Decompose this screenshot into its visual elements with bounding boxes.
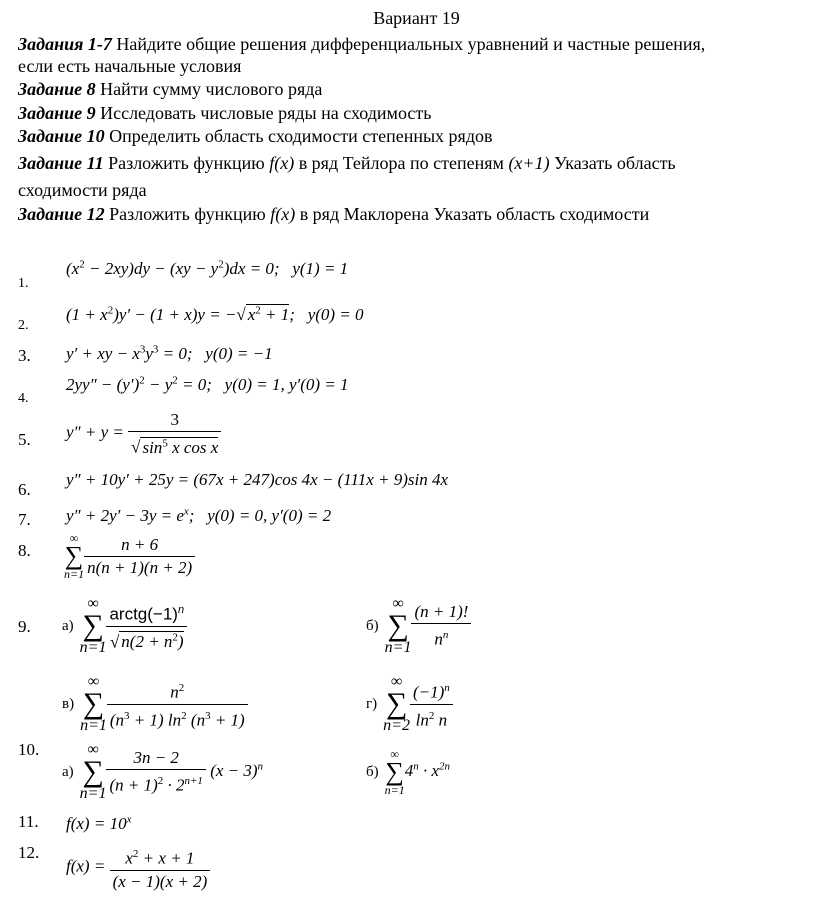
task-11-function: f(x) xyxy=(269,153,295,173)
problem-8-numerator: n + 6 xyxy=(84,534,195,557)
problem-9g-label: г) xyxy=(366,695,378,712)
task-11-text-a: Разложить функцию xyxy=(103,153,270,173)
problem-10a-series: а) ∞ ∑ n=1 $\frac{3n - 2}{(n + 1)^2 \cdot 2^{n+1}}$ $(x - 3)^n$ xyxy=(62,741,264,802)
problem-2-number: 2. xyxy=(18,318,29,333)
problem-9v-label: в) xyxy=(62,695,75,712)
problem-9b-numerator: (n + 1)! xyxy=(411,601,471,624)
problem-8-series: ∞ ∑ n=1 $\frac{n + 6}{n(n + 1)(n + 2)}$ xyxy=(64,532,195,580)
task-12-label: Задание 12 xyxy=(18,204,105,224)
task-1-7-continued: если есть начальные условия xyxy=(18,56,242,76)
problem-1-number: 1. xyxy=(18,276,29,291)
problem-10b-series: б) ∞ ∑ n=1 $4^n \cdot x^{2n}$ xyxy=(366,747,451,797)
problem-6-number: 6. xyxy=(18,480,31,499)
problem-10b-label: б) xyxy=(366,763,379,780)
problem-5-numerator: 3 xyxy=(128,409,221,432)
problem-1-equation: $(x^2 - 2xy)dy - (xy - y^2)dx = 0$; y(1) = 1 xyxy=(66,258,349,278)
problem-8-sum-sign: ∞ ∑ n=1 xyxy=(64,531,85,581)
problem-9a-numerator: arctg(−1) xyxy=(109,604,178,624)
task-10-text: Определить область сходимости степенных рядов xyxy=(104,126,493,146)
task-12-text-b: в ряд Маклорена Указать область сходимости xyxy=(295,204,650,224)
problem-9a-label: а) xyxy=(62,617,74,634)
problem-4-number: 4. xyxy=(18,391,29,406)
task-10-line xyxy=(18,126,833,146)
problem-12-denominator: (x − 1)(x + 2) xyxy=(112,871,208,891)
problem-9g-series: г) ∞ ∑ n=2 $\frac{(-1)^n}{\ln^2 n}$ xyxy=(366,674,453,734)
task-8-text: Найти сумму числового ряда xyxy=(95,79,323,99)
problem-6-equation: y″ + 10y′ + 25y = (67x + 247)cos 4x − (111x + 9)sin 4x xyxy=(66,470,449,489)
problem-5-number: 5. xyxy=(18,430,31,449)
problem-9a-series: а) ∞ ∑ n=1 $\frac{arctg(-1)^n}{√ n(2 + n^2)}$ xyxy=(62,596,187,656)
task-11-continued: сходимости ряда xyxy=(18,180,147,200)
problem-2-equation: $(1 + x^2)y' - (1 + x)y$ = −√ $x^2 + 1$; y(0) = 0 xyxy=(66,304,364,324)
problem-11-function: $f(x) = 10^x$ xyxy=(66,813,132,833)
task-11-label: Задание 11 xyxy=(18,153,104,173)
task-11-text-b: в ряд Тейлора по степеням xyxy=(294,153,509,173)
problem-12-number: 12. xyxy=(18,843,40,862)
task-11-text-c: Указать область xyxy=(549,153,676,173)
task-12-text-a: Разложить функцию xyxy=(104,204,271,224)
task-9-line xyxy=(18,103,833,123)
problem-12-numerator: x xyxy=(125,848,133,868)
task-8-label: Задание 8 xyxy=(18,79,96,99)
task-9-text: Исследовать числовые ряды на сходимость xyxy=(95,103,432,123)
problem-3-equation: y′ + xy − $x^3y^3 = 0$; y(0) = −1 xyxy=(66,343,273,363)
task-10-label: Задание 10 xyxy=(18,126,105,146)
problem-10a-numerator: 3n − 2 xyxy=(106,747,205,770)
task-1-7-label: Задания 1-7 xyxy=(18,34,112,54)
problem-9v-numerator: n xyxy=(170,682,179,702)
task-12-function: f(x) xyxy=(270,204,296,224)
problem-11-number: 11. xyxy=(18,812,39,831)
problem-9g-numerator: (−1) xyxy=(412,682,445,702)
task-1-7-line xyxy=(18,34,833,54)
task-8-line xyxy=(18,79,833,99)
problem-9-number: 9. xyxy=(18,617,31,636)
problem-7-number: 7. xyxy=(18,510,31,529)
problem-9v-series: в) ∞ ∑ n=1 $\frac{n^2}{(n^3 + 1) \ln^2 (n^3 + 1)}$ xyxy=(62,674,248,734)
task-12-line xyxy=(18,204,833,224)
task-1-7-text: Найдите общие решения дифференциальных уравнений и частные решения, xyxy=(111,34,706,54)
task-11-power-base: (x+1) xyxy=(508,153,550,173)
problem-9b-series: б) ∞ ∑ n=1 $\frac{(n + 1)!}{n^n}$ xyxy=(366,596,471,656)
problem-8-number: 8. xyxy=(18,541,31,560)
variant-title: Вариант 19 xyxy=(373,8,460,28)
problem-5-equation: y″ + y = $\frac{3}{√ \sin^5 x \cos x}$ xyxy=(66,409,221,459)
problem-10a-label: а) xyxy=(62,763,74,780)
problem-4-equation: $2yy'' - (y')^2 - y^2 = 0$; y(0) = 1, y′(0) = 1 xyxy=(66,374,349,394)
task-9-label: Задание 9 xyxy=(18,103,96,123)
problem-10-number: 10. xyxy=(18,740,40,759)
problem-7-equation: $y'' + 2y' - 3y = e^x$; y(0) = 0, y′(0) = 2 xyxy=(66,505,332,525)
problem-3-number: 3. xyxy=(18,346,31,365)
problem-9b-label: б) xyxy=(366,617,379,634)
problem-12-function: f(x) = $\frac{x^2 + x + 1}{(x - 1)(x + 2)}$ xyxy=(66,843,210,893)
task-11-line xyxy=(18,153,833,173)
